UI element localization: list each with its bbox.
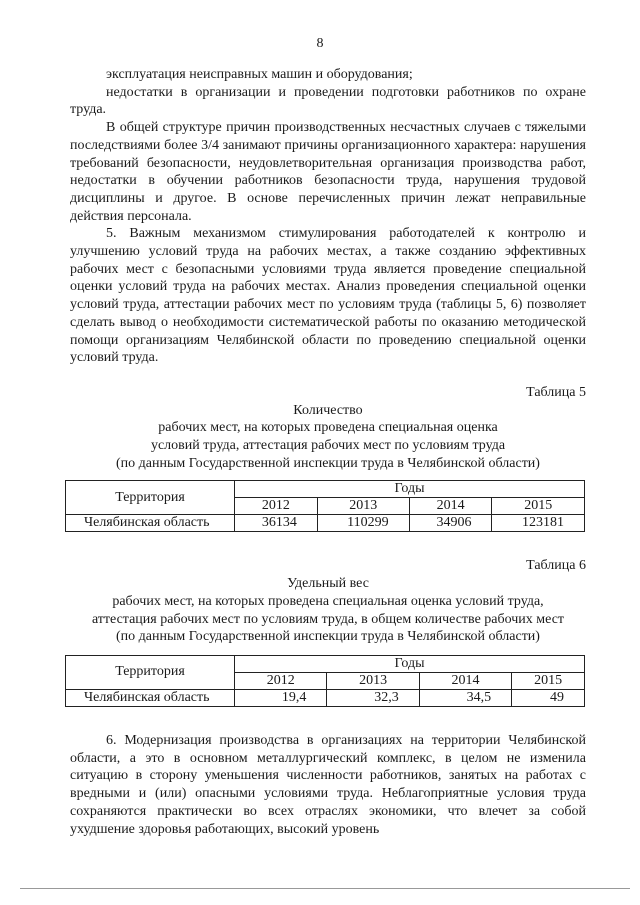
table6-title-line-3: аттестация рабочих мест по условиям труда, в общем количестве рабочих мест bbox=[91, 611, 565, 627]
table6-year: 2012 bbox=[235, 672, 327, 689]
table5-row-name: Челябинская область bbox=[66, 515, 235, 532]
page-body bbox=[70, 66, 586, 838]
table5-value: 36134 bbox=[235, 515, 318, 532]
table5-header-years: Годы bbox=[235, 481, 585, 498]
table6-value: 34,5 bbox=[419, 689, 511, 706]
table6-label: Таблица 6 bbox=[526, 558, 586, 574]
table5-title-line-4: (по данным Государственной инспекции труда в Челябинской области) bbox=[116, 455, 540, 471]
paragraph-modernization: 6. Модернизация производства в организациях на территории Челябинской области, а это в основном металлургический комплекс, в целом не изменила ситуацию в сторону уменьшения численности работников, занятых на работах с вредными и (или) опасными условиями труда. Неблагоприятные условия труда сохраняются практически во всех отраслях экономики, что влечет за собой ухудшение здоровья работающих, высокий уровень bbox=[70, 732, 586, 837]
table5-label: Таблица 5 bbox=[526, 384, 586, 400]
table5 bbox=[65, 480, 585, 532]
paragraph-causes: В общей структуре причин производственных несчастных случаев с тяжелыми последствиями более 3/4 занимают причины организационного характера: нарушения требований безопасности, неудовлетворительная организация производства работ, недостатки в обучении работников безопасности труда, нарушения трудовой дисциплины и другое. В основе перечисленных причин лежат неправильные действия персонала. bbox=[70, 120, 586, 224]
list-item-equipment: эксплуатация неисправных машин и оборудования; bbox=[106, 67, 413, 82]
table6-value: 32,3 bbox=[327, 689, 419, 706]
table6-value: 19,4 bbox=[235, 689, 327, 706]
table6-value: 49 bbox=[512, 689, 585, 706]
table6-header-territory: Территория bbox=[66, 655, 235, 689]
table6-year: 2015 bbox=[512, 672, 585, 689]
table5-year: 2012 bbox=[235, 498, 318, 515]
paragraph-special-assessment: 5. Важным механизмом стимулирования работодателей к контролю и улучшению условий труда на рабочих местах, а также созданию эффективных рабочих мест с безопасными условиями труда является проведение специальной оценки условий труда на рабочих местах. Анализ проведения специальной оценки условий труда, аттестации рабочих мест по условиям труда (таблицы 5, 6) позволяет сделать вывод о необходимости систематической работы по оказанию методической помощи организациям Челябинской области по проведению специальной оценки условий труда. bbox=[70, 226, 586, 366]
table5-value: 123181 bbox=[492, 515, 585, 532]
table5-year: 2014 bbox=[409, 498, 492, 515]
table5-value: 110299 bbox=[317, 515, 409, 532]
list-item-training: недостатки в организации и проведении подготовки работников по охране труда. bbox=[70, 84, 586, 118]
table6-year: 2013 bbox=[327, 672, 419, 689]
table6-title-line-4: (по данным Государственной инспекции труда в Челябинской области) bbox=[116, 629, 540, 645]
table5-title-line-1: Количество bbox=[293, 402, 363, 418]
table5-value: 34906 bbox=[409, 515, 492, 532]
table5-year: 2013 bbox=[317, 498, 409, 515]
page-number: 8 bbox=[316, 36, 324, 51]
table5-title-line-2: рабочих мест, на которых проведена специальная оценка bbox=[158, 420, 498, 436]
table5-header-territory: Территория bbox=[66, 481, 235, 515]
table6-title-line-2: рабочих мест, на которых проведена специальная оценка условий труда, bbox=[112, 593, 544, 609]
table6-header-years: Годы bbox=[235, 655, 585, 672]
table6-year: 2014 bbox=[419, 672, 511, 689]
table6 bbox=[65, 655, 585, 707]
table-row bbox=[66, 689, 585, 706]
table-row bbox=[66, 515, 585, 532]
table5-title-line-3: условий труда, аттестация рабочих мест по условиям труда bbox=[150, 438, 506, 454]
table6-row-name: Челябинская область bbox=[66, 689, 235, 706]
page-bottom-divider bbox=[20, 888, 630, 889]
table6-title-line-1: Удельный вес bbox=[287, 576, 369, 592]
table5-year: 2015 bbox=[492, 498, 585, 515]
